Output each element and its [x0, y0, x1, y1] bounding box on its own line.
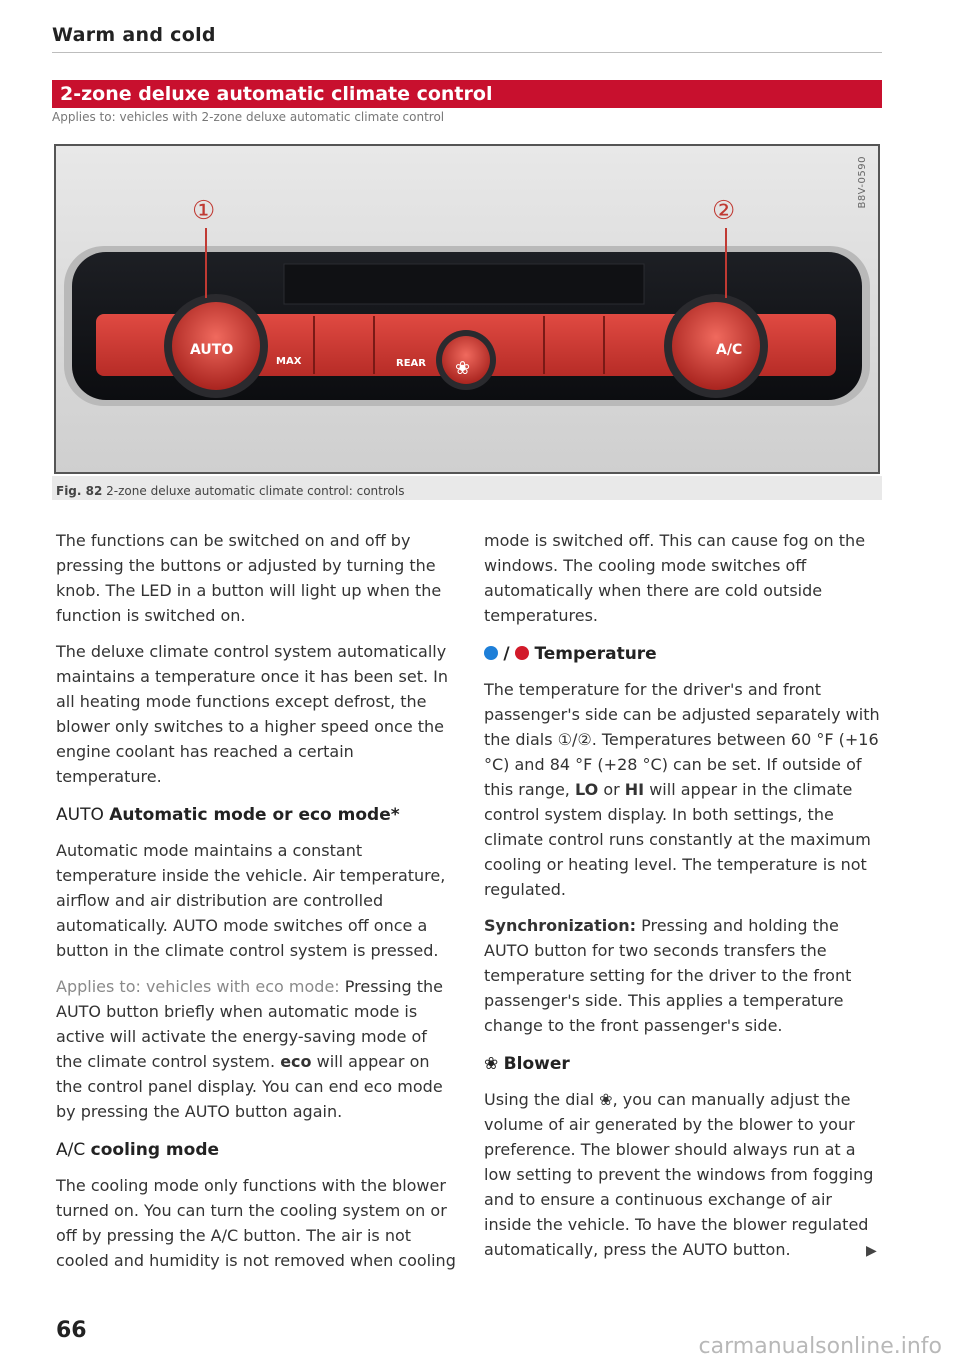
- hi-label: HI: [624, 780, 645, 799]
- heading-prefix: A/C: [56, 1140, 86, 1160]
- paragraph-temperature: [484, 677, 884, 902]
- text: Pressing the AUTO button briefly when automatic mode is active will activate the energy-saving mode of the climate control system.: [56, 977, 443, 1071]
- paragraph: The functions can be switched on and off by pressing the buttons or adjusted by turning the knob. The LED in a button will light up when the function is switched on.: [56, 531, 442, 625]
- figure-code: B8V-0590: [857, 156, 868, 209]
- lo-label: LO: [574, 780, 599, 799]
- paragraph: The cooling mode only functions with the blower turned on. You can turn the cooling system on or off by pressing the A/C button. The air is not cooled and humidity is not removed when cooling: [56, 1176, 456, 1270]
- blue-dot-icon: [484, 646, 498, 660]
- rear-defrost-label: REAR: [396, 358, 426, 369]
- section-banner: 2-zone deluxe automatic climate control: [52, 80, 882, 108]
- callout-1: ①: [192, 196, 216, 226]
- paragraph: mode is switched off. This can cause fog on the windows. The cooling mode switches off automatically when there are cold outside temperatures.: [484, 531, 866, 625]
- text: will appear in the climate control system display. In both settings, the climate control runs constantly at the maximum cooling or heating level. The temperature is not regulated.: [484, 780, 871, 899]
- section-title: Warm and cold: [52, 24, 216, 46]
- blower-icon: ❀: [455, 358, 471, 379]
- climate-control-figure: [54, 144, 880, 474]
- text: The temperature for the driver's and front passenger's side can be adjusted separately with the dials ①/②. Temperatures between 60 °F (+16 °C) and 84 °F (+28 °C) can be set. If outside of this range,: [484, 680, 880, 799]
- paragraph: Using the dial ❀, you can manually adjust the volume of air generated by the blower to your preference. The blower should always run at a low setting to prevent the windows from fogging and to ensure a continuous exchange of air inside the vehicle. To have the blower regulated automatically, press the AUTO button.: [484, 1090, 874, 1259]
- next-page-arrow-icon: ▶: [866, 1243, 877, 1259]
- applies-eco: Applies to: vehicles with eco mode:: [56, 977, 340, 996]
- paragraph-eco: [56, 974, 456, 1124]
- heading-text: Automatic mode or eco mode*: [109, 805, 400, 825]
- auto-knob-label: AUTO: [190, 342, 234, 358]
- heading-prefix: AUTO: [56, 805, 104, 825]
- applies-to: Applies to: vehicles with 2-zone deluxe automatic climate control: [52, 110, 445, 124]
- right-column: [484, 528, 884, 1273]
- heading-text: cooling mode: [90, 1140, 220, 1160]
- heading-auto: [56, 803, 456, 828]
- max-defrost-label: MAX: [276, 356, 302, 367]
- figure-caption: [56, 484, 404, 498]
- climate-panel-illustration: [56, 146, 878, 472]
- left-column: [56, 528, 456, 1284]
- paragraph: Automatic mode maintains a constant temperature inside the vehicle. Air temperature, airflow and air distribution are controlled automatically. AUTO mode switches off once a button in the climate control system is pressed.: [56, 841, 446, 960]
- heading-text: Blower: [503, 1054, 570, 1074]
- heading-separator: /: [503, 644, 510, 664]
- sync-label: Synchronization:: [484, 916, 636, 935]
- red-dot-icon: [515, 646, 529, 660]
- watermark: carmanualsonline.info: [698, 1334, 942, 1359]
- figure-number: Fig. 82: [56, 484, 103, 498]
- ac-knob-label: A/C: [716, 342, 743, 358]
- eco-label: eco: [280, 1052, 312, 1071]
- paragraph-sync: [484, 913, 884, 1038]
- paragraph: The deluxe climate control system automatically maintains a temperature once it has been set. In all heating mode functions except defrost, the blower only switches to a higher speed once the engine coolant has reached a certain temperature.: [56, 642, 448, 786]
- blower-icon: ❀: [484, 1054, 499, 1074]
- page-number: 66: [56, 1318, 87, 1343]
- figure-caption-text: 2-zone deluxe automatic climate control: controls: [106, 484, 405, 498]
- text: or: [603, 780, 620, 799]
- heading-temperature: [484, 642, 884, 667]
- text: will appear on the control panel display. You can end eco mode by pressing the AUTO button again.: [56, 1052, 443, 1121]
- heading-ac: [56, 1138, 456, 1163]
- heading-text: Temperature: [534, 644, 657, 664]
- text: Pressing and holding the AUTO button for two seconds transfers the temperature setting for the driver to the front passenger's side. This applies a temperature change to the front passenger's side.: [484, 916, 852, 1035]
- divider: [52, 52, 882, 53]
- heading-blower: [484, 1052, 884, 1077]
- callout-2: ②: [712, 196, 736, 226]
